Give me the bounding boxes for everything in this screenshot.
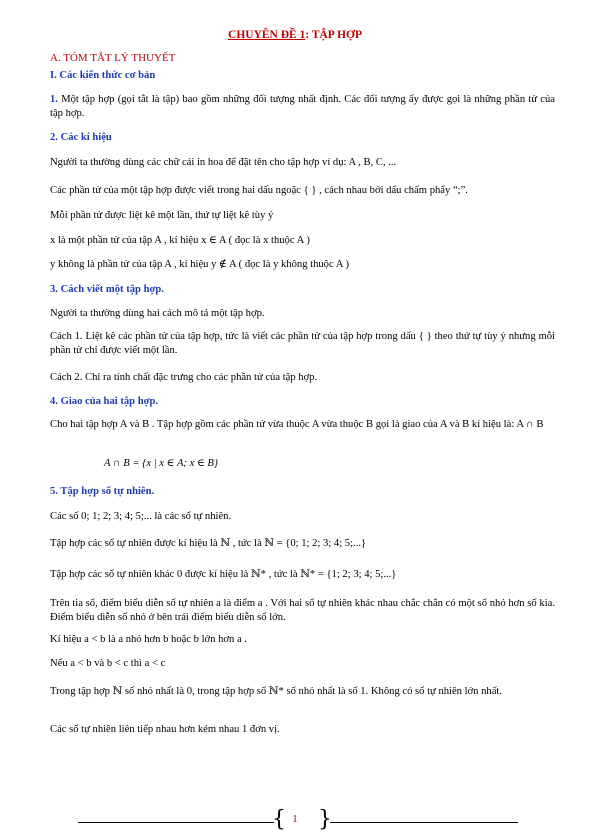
paragraph-set-definition	[50, 93, 555, 121]
paragraph-intersection-definition: Cho hai tập hợp A và B . Tập hợp gồm các phần tử vừa thuộc A vừa thuộc B gọi là giao của A và B kí hiệu là: A ∩ B	[50, 419, 544, 430]
paragraph-set-n-star: Tập hợp các số tự nhiên khác 0 được kí hiệu là ℕ* , tức là ℕ* = {1; 2; 3; 4; 5;...}	[50, 569, 397, 580]
formula-intersection: A ∩ B = {x | x ∈ A; x ∈ B}	[104, 458, 219, 469]
paragraph-number-line: Trên tia số, điểm biểu diễn số tự nhiên a là điểm a . Với hai số tự nhiên khác nhau chắc chắn có một số nhỏ hơn số kia. Điểm biểu diễn số nhỏ ở bên trái điểm biểu diễn số lớn.	[50, 598, 555, 623]
paragraph-number: 1.	[50, 94, 58, 105]
title-chapter: CHUYÊN ĐỀ 1	[228, 29, 306, 41]
paragraph-smallest-number: Trong tập hợp ℕ số nhỏ nhất là 0, trong tập hợp số ℕ* số nhỏ nhất là số 1. Không có số tự nhiên lớn nhất.	[50, 686, 503, 697]
page-number: 1	[292, 813, 298, 825]
footer-brace-right: }	[318, 807, 332, 832]
paragraph-method-2: Cách 2. Chỉ ra tính chất đặc trưng cho các phần tử của tập hợp.	[50, 372, 318, 383]
heading-writing-sets: 3. Cách viết một tập hợp.	[50, 284, 164, 295]
paragraph-text: Một tập hợp (gọi tắt là tập) bao gồm những đối tượng nhất định. Các đối tượng ấy được gọi là những phần tử của tập hợp.	[50, 94, 555, 119]
heading-natural-numbers: 5. Tập hợp số tự nhiên.	[50, 486, 155, 497]
paragraph-method-1: Cách 1. Liệt kê các phần tử của tập hợp, tức là viết các phần tử của tập hợp trong dấu { } theo thứ tự tùy ý nhưng mỗi phần tử chỉ được viết một lần.	[50, 331, 555, 356]
footer-brace-left: {	[272, 807, 286, 832]
paragraph-two-ways: Người ta thường dùng hai cách mô tả một tập hợp.	[50, 308, 265, 319]
paragraph-consecutive: Các số tự nhiên liên tiếp nhau hơn kém nhau 1 đơn vị.	[50, 724, 280, 735]
paragraph-element-of: x là một phần tử của tập A , kí hiệu x ∈ A ( đọc là x thuộc A )	[50, 235, 310, 246]
paragraph-natural-numbers-list: Các số 0; 1; 2; 3; 4; 5;... là các số tự nhiên.	[50, 511, 232, 522]
paragraph-not-element-of: y không là phần tử của tập A , kí hiệu y ∉ A ( đọc là y không thuộc A )	[50, 259, 349, 270]
paragraph-set-n: Tập hợp các số tự nhiên được kí hiệu là ℕ , tức là ℕ = {0; 1; 2; 3; 4; 5;...}	[50, 538, 367, 549]
paragraph-transitivity: Nếu a < b và b < c thì a < c	[50, 658, 166, 669]
title-topic: : TẬP HỢP	[305, 29, 362, 41]
paragraph-notation-braces: Các phần tử của một tập hợp được viết trong hai dấu ngoặc { } , cách nhau bởi dấu chấm phẩy “;”.	[50, 185, 468, 196]
heading-basic-knowledge: I. Các kiến thức cơ bản	[50, 70, 156, 81]
paragraph-less-than: Kí hiệu a < b là a nhỏ hơn b hoặc b lớn hơn a .	[50, 634, 247, 645]
paragraph-notation-letters: Người ta thường dùng các chữ cái in hoa để đặt tên cho tập hợp ví dụ: A , B, C, ...	[50, 157, 397, 168]
page-title	[0, 28, 590, 42]
paragraph-notation-order: Mỗi phần tử được liệt kê một lần, thứ tự liệt kê tùy ý	[50, 210, 274, 221]
section-a-heading: A. TÓM TẮT LÝ THUYẾT	[50, 52, 176, 64]
heading-intersection: 4. Giao của hai tập hợp.	[50, 396, 159, 407]
heading-notation: 2. Các kí hiệu	[50, 132, 112, 143]
